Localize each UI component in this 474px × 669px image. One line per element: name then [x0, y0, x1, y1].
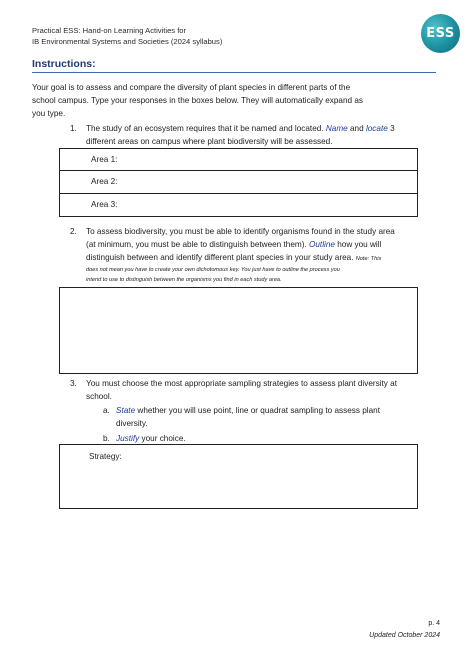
q2-note-line-2: does not mean you have to create your own dichotomous key. You just have to outline the process you [86, 266, 340, 273]
q2-line-1: To assess biodiversity, you must be able to identify organisms found in the study area [86, 227, 395, 236]
q2-line-3: distinguish between and identify different plant species in your study area. [86, 253, 354, 263]
q2-note-line-3: intend to use to distinguish between the organisms you find in each study area. [86, 276, 282, 283]
q3-number: 3. [70, 379, 77, 388]
q1-and: and [349, 124, 364, 133]
q2-line-2: (at minimum, you must be able to distinguish between them). [86, 240, 307, 250]
updated-date: Updated October 2024 [369, 632, 440, 639]
q1-text-a: The study of an ecosystem requires that it be named and located. [86, 124, 324, 133]
intro-line-3: you type. [32, 109, 66, 119]
q2-text [86, 225, 436, 285]
q3-strategy-box[interactable] [59, 444, 418, 509]
instructions-title: Instructions: [32, 58, 96, 70]
page-number: p. 4 [428, 620, 440, 627]
strategy-label: Strategy: [89, 452, 122, 461]
area-2-label: Area 2: [91, 177, 118, 187]
q3-b-label: b. [103, 434, 110, 443]
document-header [32, 26, 222, 47]
q1-text-b: 3 [390, 124, 395, 133]
instructions-intro [32, 81, 442, 121]
q1-command-locate: locate [365, 124, 388, 133]
logo-text: ESS [426, 26, 455, 41]
q3-b-line: your choice. [141, 434, 186, 443]
q3-command-justify: Justify [116, 434, 140, 443]
intro-line-1: Your goal is to assess and compare the diversity of plant species in different parts of the [32, 83, 351, 92]
q1-number: 1. [70, 124, 77, 133]
q1-text [86, 122, 436, 148]
area-3-label: Area 3: [91, 199, 118, 209]
ess-logo [421, 14, 460, 53]
q3-text [86, 377, 436, 403]
intro-line-2: school campus. Type your responses in the boxes below. They will automatically expand as [32, 96, 364, 106]
area-1-label: Area 1: [91, 155, 118, 164]
q3-a-line-1: whether you will use point, line or quadrat sampling to assess plant [137, 406, 380, 415]
q3-command-state: State [116, 406, 136, 415]
q2-number: 2. [70, 227, 77, 236]
q2-command-outline: Outline [309, 240, 335, 250]
q3-a-text [116, 404, 436, 430]
q2-line-2b: how you will [337, 240, 382, 250]
area-1-row[interactable] [60, 149, 417, 171]
q2-note-start: Note: This [355, 256, 382, 263]
area-3-row[interactable] [60, 194, 417, 216]
header-line-1: Practical ESS: Hand-on Learning Activities for [32, 26, 187, 35]
q3-line-1: You must choose the most appropriate sampling strategies to assess plant diversity at [86, 379, 397, 388]
title-underline [32, 72, 436, 73]
q2-response-box[interactable] [59, 287, 418, 374]
q3-line-2: school. [86, 392, 112, 402]
area-2-row[interactable] [60, 171, 417, 193]
q1-areas-table[interactable] [59, 148, 418, 217]
q1-line-2: different areas on campus where plant biodiversity will be assessed. [86, 137, 333, 147]
q3-a-line-2: diversity. [116, 419, 148, 429]
q3-a-label: a. [103, 406, 110, 415]
q1-command-name: Name [325, 124, 348, 133]
header-line-2: IB Environmental Systems and Societies (2024 syllabus) [32, 36, 223, 46]
